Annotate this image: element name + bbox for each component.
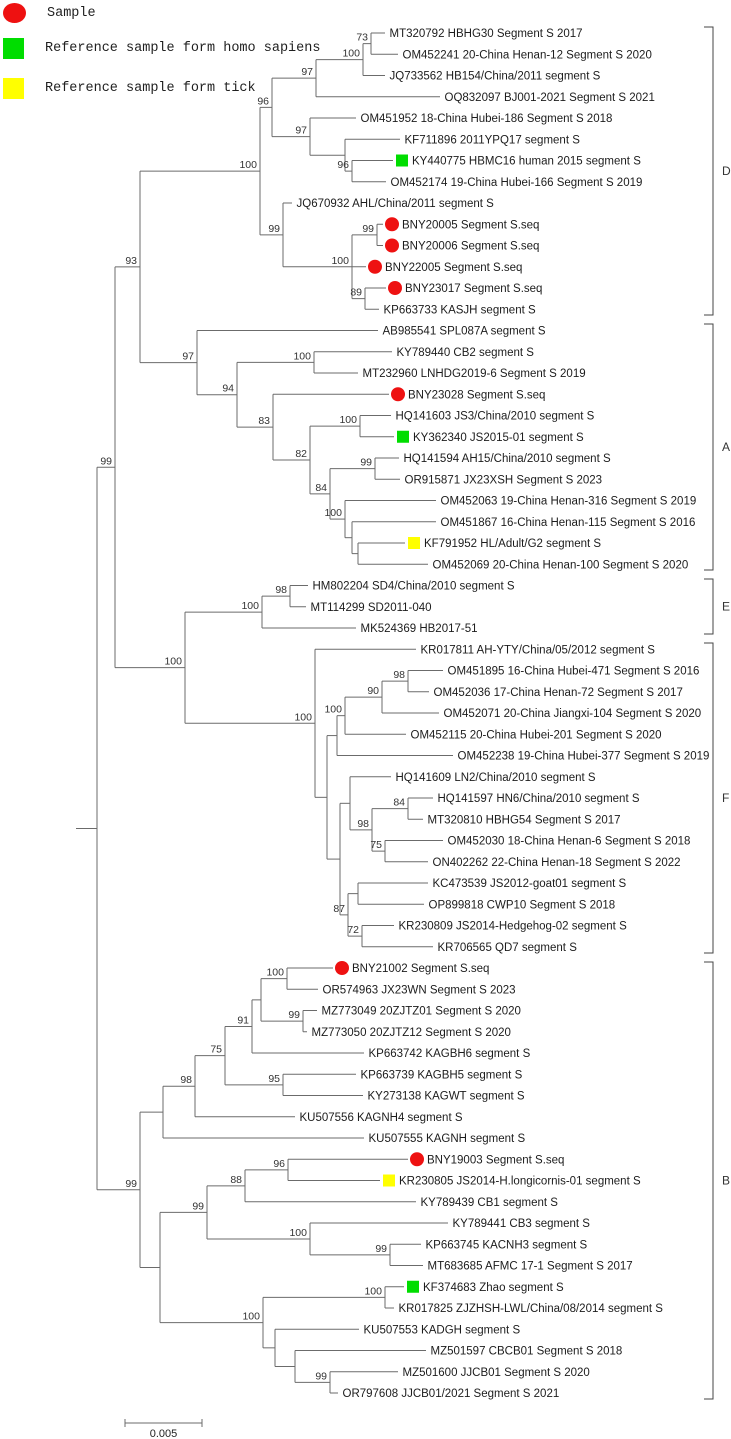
bootstrap-value: 100 xyxy=(324,507,342,520)
bootstrap-value: 73 xyxy=(356,31,368,44)
taxon-label: HQ141603 JS3/China/2010 segment S xyxy=(395,410,595,423)
bootstrap-value: 98 xyxy=(180,1074,192,1087)
sample-marker-red-circle xyxy=(368,260,382,274)
legend-label-sample: Sample xyxy=(47,5,96,21)
bootstrap-value: 100 xyxy=(266,966,284,979)
taxon-label: KY440775 HBMC16 human 2015 segment S xyxy=(412,155,641,168)
taxon-label: OM452063 19-China Henan-316 Segment S 2019 xyxy=(440,495,697,508)
bootstrap-value: 75 xyxy=(210,1043,222,1056)
bootstrap-value: 90 xyxy=(367,685,379,698)
sample-marker-red-circle xyxy=(335,961,349,975)
taxon-label: KP663733 KASJH segment S xyxy=(383,304,536,317)
taxon-label: BNY22005 Segment S.seq xyxy=(385,261,523,274)
tick-yellow-square-icon xyxy=(3,78,24,99)
sample-marker-red-circle xyxy=(410,1152,424,1166)
taxon-label: KP663745 KACNH3 segment S xyxy=(425,1239,588,1252)
bootstrap-value: 95 xyxy=(268,1072,280,1085)
bootstrap-value: 100 xyxy=(294,711,312,724)
taxon-label: MZ773049 20ZJTZ01 Segment S 2020 xyxy=(321,1005,521,1018)
clade-label-E: E xyxy=(722,599,731,614)
bootstrap-value: 98 xyxy=(357,817,369,830)
bootstrap-value: 99 xyxy=(100,455,112,468)
taxon-label: HQ141594 AH15/China/2010 segment S xyxy=(403,453,611,465)
taxon-label: KY789439 CB1 segment S xyxy=(420,1196,558,1209)
taxon-label: KC473539 JS2012-goat01 segment S xyxy=(432,878,627,890)
legend-item-sample xyxy=(3,3,96,23)
taxon-label: MT683685 AFMC 17-1 Segment S 2017 xyxy=(427,1260,633,1273)
bootstrap-value: 88 xyxy=(230,1173,242,1186)
taxon-label: OQ832097 BJ001-2021 Segment S 2021 xyxy=(444,91,655,104)
taxon-label: KU507555 KAGNH segment S xyxy=(368,1133,526,1145)
taxon-label: BNY21002 Segment S.seq xyxy=(352,963,490,975)
taxon-label: MK524369 HB2017-51 xyxy=(360,623,478,635)
bootstrap-value: 96 xyxy=(337,159,349,172)
legend-item-tick xyxy=(3,78,256,99)
bootstrap-value: 100 xyxy=(293,350,311,363)
taxon-label: OM451867 16-China Henan-115 Segment S 2016 xyxy=(440,516,696,529)
bootstrap-value: 98 xyxy=(393,669,405,682)
taxon-label: MT114299 SD2011-040 xyxy=(310,601,432,614)
bootstrap-value: 99 xyxy=(288,1009,300,1022)
bootstrap-value: 100 xyxy=(289,1226,307,1239)
bootstrap-value: 100 xyxy=(339,414,357,427)
taxon-label: MT320810 HBHG54 Segment S 2017 xyxy=(427,814,621,827)
bootstrap-value: 93 xyxy=(125,254,137,267)
bootstrap-value: 97 xyxy=(182,350,194,363)
taxon-label: HQ141609 LN2/China/2010 segment S xyxy=(395,771,596,784)
taxon-label: OM452036 17-China Henan-72 Segment S 2017 xyxy=(433,686,683,699)
taxon-label: MZ501597 CBCB01 Segment S 2018 xyxy=(430,1345,623,1358)
taxon-label: OM452071 20-China Jiangxi-104 Segment S 2020 xyxy=(443,708,702,720)
bootstrap-value: 100 xyxy=(324,703,342,716)
bootstrap-value: 99 xyxy=(375,1242,387,1255)
taxon-label: KY273138 KAGWT segment S xyxy=(367,1090,525,1103)
taxon-label: OR797608 JJCB01/2021 Segment S 2021 xyxy=(342,1388,560,1400)
bootstrap-value: 75 xyxy=(370,839,382,852)
taxon-label: KR706565 QD7 segment S xyxy=(437,941,577,954)
taxon-label: KP663742 KAGBH6 segment S xyxy=(368,1048,531,1060)
bootstrap-value: 99 xyxy=(125,1177,137,1190)
taxon-label: OM452174 19-China Hubei-166 Segment S 2019 xyxy=(390,176,643,189)
legend-label-tick: Reference sample form tick xyxy=(45,81,256,96)
taxon-label: OR574963 JX23WN Segment S 2023 xyxy=(322,984,516,997)
bootstrap-value: 91 xyxy=(237,1014,249,1027)
taxon-label: KF374683 Zhao segment S xyxy=(423,1281,564,1294)
taxon-label: KU507553 KADGH segment S xyxy=(363,1324,521,1337)
bootstrap-value: 82 xyxy=(295,447,307,460)
bootstrap-value: 96 xyxy=(273,1157,285,1170)
clade-label-A: A xyxy=(722,440,731,454)
clade-bracket-A xyxy=(704,324,713,570)
bootstrap-value: 99 xyxy=(360,456,372,469)
bootstrap-value: 99 xyxy=(268,222,280,235)
taxon-label: OM452069 20-China Henan-100 Segment S 2020 xyxy=(432,559,689,572)
taxon-label: KY789441 CB3 segment S xyxy=(452,1218,590,1230)
bootstrap-value: 84 xyxy=(393,796,405,809)
bootstrap-value: 96 xyxy=(257,95,269,108)
taxon-label: ON402262 22-China Henan-18 Segment S 2022 xyxy=(432,856,681,869)
taxon-label: OM452238 19-China Hubei-377 Segment S 2019 xyxy=(457,750,710,763)
taxon-label: KP663739 KAGBH5 segment S xyxy=(360,1069,523,1082)
clade-label-B: B xyxy=(722,1173,731,1188)
taxon-label: OM451952 18-China Hubei-186 Segment S 2018 xyxy=(360,113,613,125)
bootstrap-value: 97 xyxy=(301,66,313,79)
reference-marker-green-square xyxy=(397,431,409,443)
bootstrap-value: 100 xyxy=(364,1285,382,1298)
bootstrap-value: 99 xyxy=(315,1370,327,1383)
sample-marker-red-circle xyxy=(385,239,399,253)
taxon-label: KF791952 HL/Adult/G2 segment S xyxy=(424,538,602,550)
taxon-label: KY362340 JS2015-01 segment S xyxy=(413,431,584,444)
taxon-label: KR017811 AH-YTY/China/05/2012 segment S xyxy=(420,644,655,657)
taxon-label: BNY23017 Segment S.seq xyxy=(405,283,543,295)
bootstrap-value: 99 xyxy=(362,222,374,235)
taxon-label: JQ733562 HB154/China/2011 segment S xyxy=(389,70,601,83)
bootstrap-value: 100 xyxy=(239,159,257,172)
bootstrap-value: 89 xyxy=(350,286,362,299)
clade-label-D: D xyxy=(722,164,731,178)
taxon-label: KF711896 2011YPQ17 segment S xyxy=(404,134,580,147)
taxon-label: MZ773050 20ZJTZ12 Segment S 2020 xyxy=(311,1026,511,1039)
bootstrap-value: 100 xyxy=(242,1310,260,1323)
bootstrap-value: 100 xyxy=(164,655,182,668)
clade-bracket-D xyxy=(704,27,713,315)
sample-marker-red-circle xyxy=(385,217,399,231)
taxon-label: HM802204 SD4/China/2010 segment S xyxy=(312,580,515,593)
reference-marker-green-square xyxy=(407,1281,419,1293)
taxon-label: OM452241 20-China Henan-12 Segment S 2020 xyxy=(402,49,652,62)
bootstrap-value: 100 xyxy=(241,600,259,613)
taxon-label: BNY20006 Segment S.seq xyxy=(402,240,540,253)
clade-label-F: F xyxy=(722,791,730,805)
taxon-label: BNY23028 Segment S.seq xyxy=(408,389,546,402)
clade-bracket-B xyxy=(704,962,713,1399)
taxon-label: HQ141597 HN6/China/2010 segment S xyxy=(437,793,640,805)
legend-item-homo-sapiens xyxy=(3,38,320,59)
taxon-label: KR230805 JS2014-H.longicornis-01 segment S xyxy=(399,1175,641,1188)
bootstrap-value: 99 xyxy=(192,1200,204,1213)
reference-marker-yellow-square xyxy=(383,1175,395,1187)
taxon-label: MT232960 LNHDG2019-6 Segment S 2019 xyxy=(362,368,586,380)
taxon-label: OP899818 CWP10 Segment S 2018 xyxy=(428,899,616,912)
sample-marker-red-circle xyxy=(391,387,405,401)
bootstrap-value: 87 xyxy=(333,902,345,915)
taxon-label: BNY19003 Segment S.seq xyxy=(427,1154,565,1167)
bootstrap-value: 94 xyxy=(222,382,234,395)
bootstrap-value: 83 xyxy=(258,415,270,428)
taxon-label: KY789440 CB2 segment S xyxy=(396,346,534,359)
taxon-label: JQ670932 AHL/China/2011 segment S xyxy=(296,198,494,210)
taxon-label: OM451895 16-China Hubei-471 Segment S 2016 xyxy=(447,665,700,678)
taxon-label: AB985541 SPL087A segment S xyxy=(382,325,546,338)
bootstrap-value: 84 xyxy=(315,481,327,494)
bootstrap-value: 72 xyxy=(347,924,359,937)
clade-bracket-E xyxy=(704,579,713,634)
taxon-label: BNY20005 Segment S.seq xyxy=(402,219,540,232)
bootstrap-value: 98 xyxy=(275,584,287,597)
legend-label-homo-sapiens: Reference sample form homo sapiens xyxy=(45,41,321,56)
sample-marker-red-circle xyxy=(388,281,402,295)
taxon-label: MT320792 HBHG30 Segment S 2017 xyxy=(389,28,583,40)
reference-marker-green-square xyxy=(396,155,408,167)
taxon-label: KU507556 KAGNH4 segment S xyxy=(299,1111,463,1124)
taxon-label: OM452115 20-China Hubei-201 Segment S 2020 xyxy=(410,729,662,742)
clade-bracket-F xyxy=(704,643,713,953)
reference-marker-yellow-square xyxy=(408,537,420,549)
bootstrap-value: 97 xyxy=(295,124,307,137)
bootstrap-value: 100 xyxy=(331,254,349,267)
taxon-label: KR230809 JS2014-Hedgehog-02 segment S xyxy=(398,920,627,933)
taxon-label: OR915871 JX23XSH Segment S 2023 xyxy=(404,474,603,487)
homo-sapiens-green-square-icon xyxy=(3,38,24,59)
bootstrap-value: 100 xyxy=(342,47,360,60)
sample-red-circle-icon xyxy=(3,3,26,23)
taxon-label: OM452030 18-China Henan-6 Segment S 2018 xyxy=(447,835,691,848)
scale-bar-label: 0.005 xyxy=(149,1428,178,1439)
taxon-label: MZ501600 JJCB01 Segment S 2020 xyxy=(402,1366,590,1379)
taxon-label: KR017825 ZJZHSH-LWL/China/08/2014 segment S xyxy=(398,1303,663,1315)
